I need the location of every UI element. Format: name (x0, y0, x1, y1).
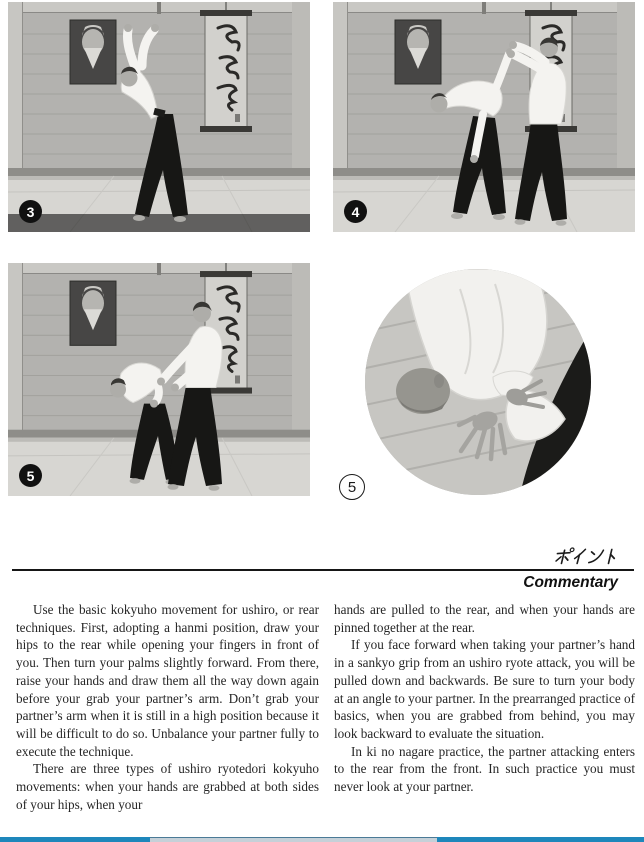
dojo-scene-4 (333, 2, 635, 232)
founder-portrait (70, 20, 116, 84)
horizontal-scrollbar[interactable] (0, 837, 644, 842)
commentary-paragraph: Use the basic kokyuho movement for ushiro, or rear techniques. First, adopting a hanmi position, draw your hips to the rear while opening your fingers in front of you. Then turn your palms slightly forward. From there, raise your hands and draw them all the way down again before your grab your partner’s arm. Don’t grab your partner’s arm when it is still in a high position because it will be difficult to do so. Unbalance your partner fully to execute the technique. (16, 602, 319, 759)
step-number: 4 (351, 203, 360, 220)
dojo-floor (8, 438, 310, 496)
detail-step-number: 5 (347, 478, 357, 496)
founder-portrait (395, 20, 441, 84)
commentary-divider (12, 569, 634, 571)
founder-portrait (70, 281, 116, 345)
photo-step-3 (8, 2, 310, 232)
dojo-scene-5 (8, 263, 310, 496)
scrollbar-thumb[interactable] (150, 837, 437, 842)
step-number: 3 (26, 203, 35, 220)
commentary-paragraph: If you face forward when taking your partner’s hand in a sankyo grip from an ushiro ryote attack, you will be pulled down and backwards. Be sure to turn your body at an angle to your partner. In the prearranged practice of basics, when you are grabbed from behind, you may look backward to evaluate the situation. (334, 637, 635, 741)
step-badge-5 (19, 464, 42, 487)
commentary-title-jp (552, 546, 618, 566)
calligraphy-scroll (200, 2, 252, 132)
photo-step-4 (333, 2, 635, 232)
commentary-column-right (334, 601, 635, 813)
detail-step-label (339, 474, 365, 500)
dojo-scene-3 (8, 2, 310, 232)
dojo-floor (333, 176, 635, 232)
step-badge-4 (344, 200, 367, 223)
katakana-pointo-glyphs (552, 546, 618, 566)
detail-photo (365, 269, 591, 495)
dojo-floor (8, 176, 310, 232)
commentary-paragraph: There are three types of ushiro ryotedori kokyuho movements: when your hands are grabbed at both sides of your hips, when your (16, 761, 319, 812)
step-number: 5 (26, 467, 35, 484)
commentary-paragraph: hands are pulled to the rear, and when your hands are pinned together at the rear. (334, 602, 635, 635)
hakama-dark-corner (563, 269, 591, 305)
commentary-column-left (16, 601, 319, 813)
photo-step-5 (8, 263, 310, 496)
uke-head (396, 368, 450, 414)
grip-detail-scene (365, 269, 591, 495)
commentary-title-en: Commentary (523, 574, 618, 591)
step-badge-3 (19, 200, 42, 223)
commentary-body (16, 601, 635, 813)
commentary-paragraph: In ki no nagare practice, the partner attacking enters to the rear from the front. In such practice you must never look at your partner. (334, 743, 635, 795)
